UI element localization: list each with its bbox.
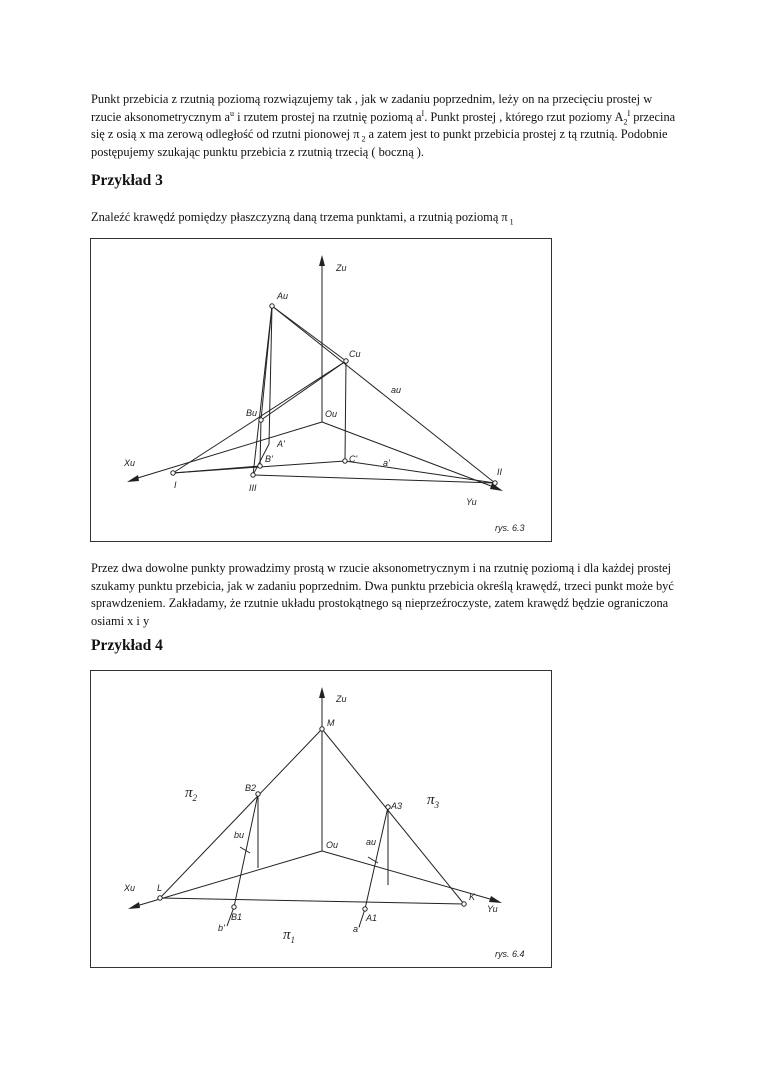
point-iii xyxy=(251,473,255,477)
example-3-heading: Przykład 3 xyxy=(91,172,163,189)
label-k: K xyxy=(469,892,476,902)
line-a-prime xyxy=(359,909,365,927)
label-bu: bu xyxy=(234,830,245,840)
label-a-line: a' xyxy=(383,458,390,468)
figure-6-4-drawing xyxy=(91,671,551,967)
point-ii xyxy=(493,481,497,485)
point-l xyxy=(158,896,162,900)
label-a-prime: a' xyxy=(353,924,360,934)
superscript: I xyxy=(421,108,425,118)
point-a xyxy=(270,304,274,308)
example-3-task: Znaleźć krawędź pomiędzy płaszczyzną daną trzema punktami, a rzutnią poziomą π $_1$ xyxy=(91,210,514,227)
subscript: 1 xyxy=(507,217,514,227)
trace-mk xyxy=(322,729,464,904)
label-bu: Bu xyxy=(246,408,258,418)
label-au-point: Au xyxy=(277,291,289,301)
label-zu: Zu xyxy=(336,263,347,273)
figure-6-3-caption: rys. 6.3 xyxy=(495,523,525,533)
label-au: au xyxy=(366,837,377,847)
point-b-prime xyxy=(258,464,262,468)
line-au xyxy=(272,306,495,483)
label-l: L xyxy=(157,883,163,893)
point-c-prime xyxy=(343,459,347,463)
line-a-prime xyxy=(345,461,495,483)
figure-6-3-drawing xyxy=(91,239,551,541)
z-arrowhead xyxy=(319,255,325,266)
label-b-prime: B' xyxy=(265,454,273,464)
label-au-line: au xyxy=(391,385,402,395)
point-b2 xyxy=(256,792,260,796)
label-a1: A1 xyxy=(366,913,378,923)
line-i-b xyxy=(173,466,260,473)
z-arrowhead xyxy=(319,687,325,698)
x-arrowhead xyxy=(128,902,140,909)
label-a3: A3 xyxy=(391,801,403,811)
label-pi3: $\pi_3$ xyxy=(427,792,440,810)
point-c xyxy=(344,359,348,363)
label-ou: Ou xyxy=(325,409,338,419)
label-ou: Ou xyxy=(326,840,339,850)
point-m xyxy=(320,727,324,731)
label-yu: Yu xyxy=(466,497,477,507)
label-xu: Xu xyxy=(124,458,136,468)
figure-6-4 xyxy=(90,670,552,968)
projector-c xyxy=(345,361,346,461)
y-arrowhead xyxy=(489,896,502,903)
method-paragraph: Przez dwa dowolne punkty prowadzimy prostą w rzucie aksonometrycznym i na rzutnię poziomą i dla każdej prostej szukamy punktu przebicia, jak w zadaniu poprzednim. Dwa punktu przebicia określą krawędź, trzeci punkt może być sprawdzeniem. Zakładamy, że rzutnie układu prostokątnego są nieprzeźroczyste, zatem krawędź będzie ograniczona osiami x i y xyxy=(91,561,674,628)
point-a3 xyxy=(386,805,390,809)
point-i xyxy=(171,471,175,475)
superscript: u xyxy=(230,108,234,118)
figure-6-3 xyxy=(90,238,552,542)
label-b2: B2 xyxy=(245,783,257,793)
tick-bu xyxy=(240,847,250,853)
line-ab-ext xyxy=(253,306,272,475)
point-a1 xyxy=(363,907,367,911)
label-b1: B1 xyxy=(231,912,243,922)
trace-lk xyxy=(160,898,464,904)
line-au xyxy=(365,807,388,909)
label-cu: Cu xyxy=(349,349,361,359)
subscript: 2 xyxy=(359,134,366,144)
label-i: I xyxy=(174,480,177,490)
label-yu: Yu xyxy=(487,904,498,914)
point-k xyxy=(462,902,466,906)
intro-paragraph: Punkt przebicia z rzutnią poziomą rozwiązujemy tak , jak w zadaniu poprzednim, leży on na przecięciu prostej w rzucie aksonometrycznym $a^u$ i rzutem prostej na rzutnię poziomą $a^I$. Punkt prostej , którego rzut poziomy $A_2^I$ przecina się z osią x ma zerową odległość od rzutni pionowej π $_2$ a zatem jest to punkt przebicia prostej z tą rzutnią. Podobnie postępujemy szukając punktu przebicia z rzutnią trzecią ( boczną ). xyxy=(91,92,676,159)
label-c-prime: C' xyxy=(349,454,358,464)
point-b xyxy=(259,418,263,422)
label-pi1: $\pi_1$ xyxy=(283,927,296,945)
label-iii: III xyxy=(249,483,257,493)
label-xu: Xu xyxy=(124,883,136,893)
x-arrowhead xyxy=(127,475,139,482)
subscript: 2 xyxy=(623,116,628,126)
figure-6-4-caption: rys. 6.4 xyxy=(495,949,525,959)
edge-iii-ii xyxy=(253,475,495,483)
x-axis xyxy=(131,422,322,480)
label-zu: Zu xyxy=(336,694,347,704)
label-ii: II xyxy=(497,467,503,477)
label-a-prime: A' xyxy=(277,439,285,449)
label-pi2: $\pi_2$ xyxy=(185,785,198,803)
label-m: M xyxy=(327,718,335,728)
example-4-heading: Przykład 4 xyxy=(91,637,163,654)
label-b-prime: b' xyxy=(218,923,225,933)
superscript: I xyxy=(627,108,631,118)
point-b1 xyxy=(232,905,236,909)
